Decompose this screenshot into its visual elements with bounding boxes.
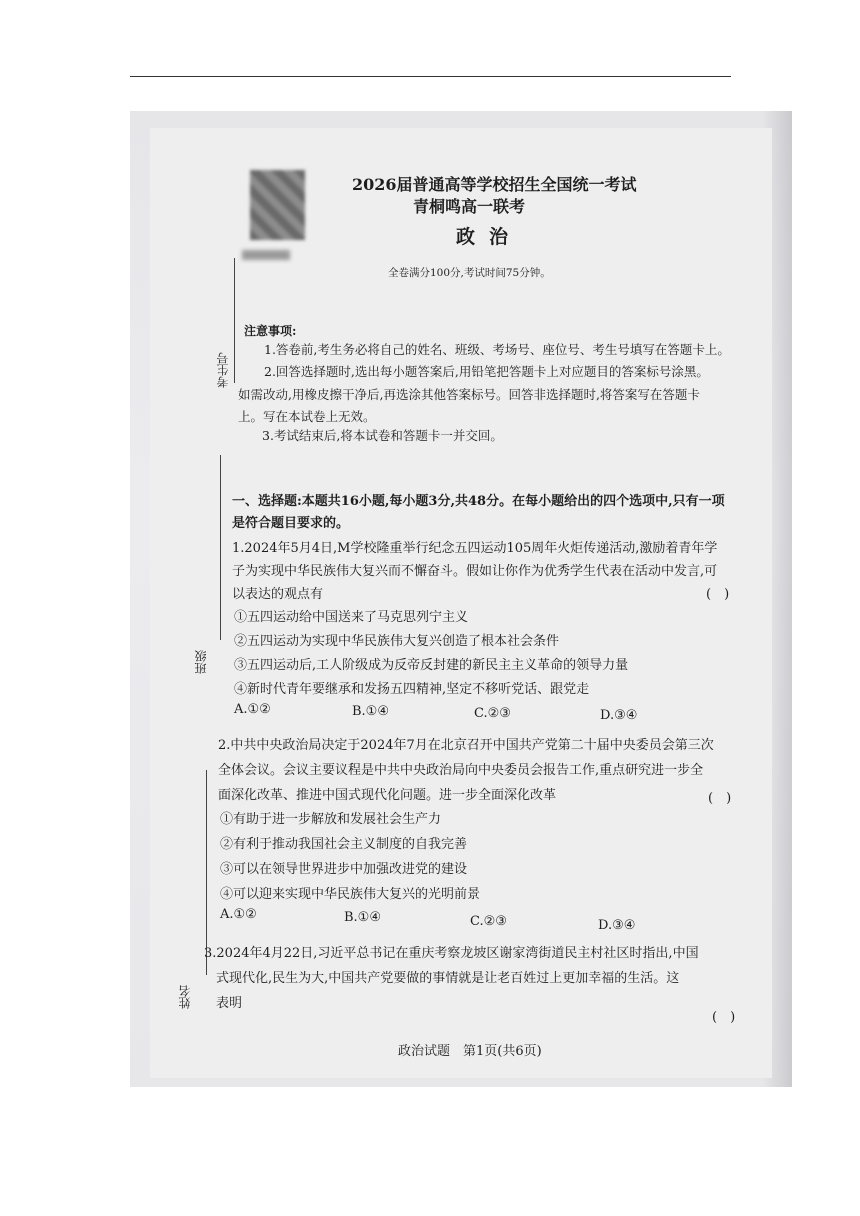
question-2-option-d: D.③④ — [598, 918, 636, 933]
notice-line: 3.考试结束后,将本试卷和答题卡一并交回。 — [262, 428, 503, 443]
blurred-portrait — [250, 170, 305, 240]
question-2-item: ①有助于进一步解放和发展社会生产力 — [220, 812, 442, 827]
side-label-exam-no: 考生号 — [216, 352, 230, 388]
question-1-option-d: D.③④ — [600, 708, 638, 723]
question-2-line: 面深化改革、推进中国式现代化问题。进一步全面深化改革 — [218, 788, 557, 803]
question-1-item: ④新时代青年要继承和发扬五四精神,坚定不移听党话、跟党走 — [234, 682, 590, 697]
question-2-item: ②有利于推动我国社会主义制度的自我完善 — [220, 837, 468, 852]
question-1-line: 1.2024年5月4日,M学校隆重举行纪念五四运动105周年火炬传递活动,激励着青年学 — [232, 541, 718, 556]
binding-line-2 — [220, 455, 221, 640]
answer-bracket: ( ) — [706, 587, 730, 602]
question-1-item: ①五四运动给中国送来了马克思列宁主义 — [234, 610, 469, 625]
blurred-label — [242, 250, 290, 260]
notice-line: 1.答卷前,考生务必将自己的姓名、班级、考场号、座位号、考生号填写在答题卡上。 — [264, 342, 730, 357]
question-3-line: 表明 — [216, 996, 243, 1011]
side-label-name: 姓名 — [178, 985, 192, 1009]
question-2-option-b: B.①④ — [344, 910, 381, 925]
question-1-item: ②五四运动为实现中华民族伟大复兴创造了根本社会条件 — [234, 634, 560, 649]
question-2-item: ④可以迎来实现中华民族伟大复兴的光明前景 — [220, 887, 481, 902]
answer-bracket: ( ) — [708, 791, 732, 806]
notice-title: 注意事项: — [244, 324, 297, 338]
section-heading: 一、选择题:本题共16小题,每小题3分,共48分。在每小题给出的四个选项中,只有一项 — [232, 494, 725, 509]
question-2-option-c: C.②③ — [470, 914, 507, 929]
exam-subtitle: 青桐鸣高一联考 — [413, 197, 526, 216]
question-1-option-a: A.①② — [234, 702, 271, 717]
side-label-class: 班级 — [194, 650, 208, 674]
question-1-option-b: B.①④ — [352, 704, 389, 719]
question-2-line: 2.中共中央政治局决定于2024年7月在北京召开中国共产党第二十届中央委员会第三次 — [218, 738, 714, 753]
question-2-line: 全体会议。会议主要议程是中共中央政治局向中央委员会报告工作,重点研究进一步全 — [218, 763, 704, 778]
section-heading-cont: 是符合题目要求的。 — [232, 516, 350, 531]
binding-line-1 — [234, 258, 235, 383]
question-2-item: ③可以在领导世界进步中加强改进党的建设 — [220, 862, 468, 877]
notice-line: 2.回答选择题时,选出每小题答案后,用铅笔把答题卡上对应题目的答案标号涂黑。 — [264, 364, 709, 379]
question-1-option-c: C.②③ — [474, 706, 511, 721]
subject-title: 政治 — [456, 226, 523, 248]
question-3-line: 式现代化,民生为大,中国共产党要做的事情就是让老百姓过上更加幸福的生活。这 — [216, 971, 680, 986]
question-1-line: 以表达的观点有 — [232, 587, 324, 602]
score-time-info: 全卷满分100分,考试时间75分钟。 — [388, 267, 551, 279]
exam-title: 2026届普通高等学校招生全国统一考试 — [352, 175, 637, 194]
notice-line: 如需改动,用橡皮擦干净后,再选涂其他答案标号。回答非选择题时,将答案写在答题卡 — [238, 387, 700, 402]
question-1-line: 子为实现中华民族伟大复兴而不懈奋斗。假如让你作为优秀学生代表在活动中发言,可 — [232, 564, 718, 579]
notice-line: 上。写在本试卷上无效。 — [238, 409, 376, 424]
question-1-item: ③五四运动后,工人阶级成为反帝反封建的新民主主义革命的领导力量 — [234, 658, 629, 673]
answer-bracket: ( ) — [712, 1010, 736, 1025]
top-rule — [130, 76, 731, 77]
page-footer: 政治试题 第1页(共6页) — [398, 1044, 542, 1059]
question-3-line: 3.2024年4月22日,习近平总书记在重庆考察龙坡区谢家湾街道民主村社区时指出,中国 — [204, 946, 699, 961]
question-2-option-a: A.①② — [220, 907, 257, 922]
